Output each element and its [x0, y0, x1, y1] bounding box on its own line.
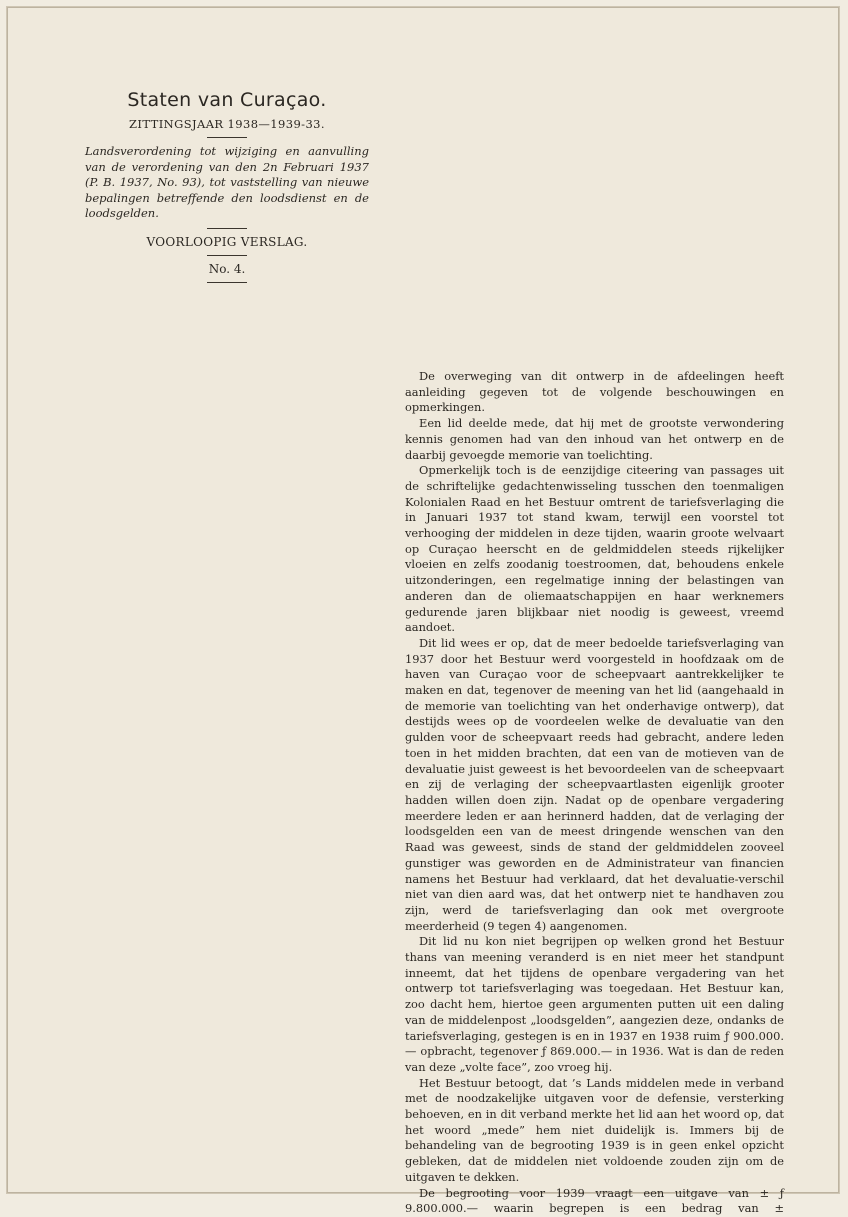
- paragraph: Opmerkelijk toch is de eenzijdige citeering van passages uit de schriftelijke gedachtenwisseling tusschen den toenmaligen Kolonialen Raad en het Bestuur omtrent de tariefsverlaging die in Januari 1937 tot stand kwam, terwijl een voorstel tot verhooging der middelen in deze tijden, waarin groote welvaart op Curaçao heerscht en de geldmiddelen steeds rijkelijker vloeien en zelfs zoodanig toestroomen, dat, behoudens enkele uitzonderingen, een regelmatige inning der belastingen van anderen dan de oliemaatschappijen en haar werknemers gedurende jaren blijkbaar niet noodig is geweest, vreemd aandoet.: [405, 463, 784, 635]
- paragraph: Dit lid wees er op, dat de meer bedoelde tariefsverlaging van 1937 door het Bestuur werd voorgesteld in hoofdzaak om de haven van Curaçao voor de scheepvaart aantrekkelijker te maken en dat, tegenover de meening van het lid (aangehaald in de memorie van toelichting van het onderhavige ontwerp), dat destijds wees op de voordeelen welke de devaluatie van den gulden voor de scheepvaart reeds had gebracht, andere leden toen in het midden brachten, dat een van de motieven van de devaluatie juist geweest is het bevoordeelen van de scheepvaart en zij de verlaging der scheepvaartlasten eigenlijk grooter hadden willen doen zijn. Nadat op de openbare vergadering meerdere leden er aan herinnerd hadden, dat de verlaging der loodsgelden een van de meest dringende wenschen van den Raad was geweest, sinds de stand der geldmiddelen zooveel gunstiger was geworden en de Administrateur van financien namens het Bestuur had verklaard, dat het devaluatie-verschil niet van dien aard was, dat het ontwerp niet te handhaven zou zijn, werd de tariefsverlaging dan ook met overgroote meerderheid (9 tegen 4) aangenomen.: [405, 635, 784, 933]
- subject-text: Landsverordening tot wijziging en aanvulling van de verordening van den 2n Februari 1937 (P. B. 1937, No. 93), tot vaststelling van nieuwe bepalingen betreffende den loodsdienst en de loodsgelden.: [85, 144, 369, 220]
- paragraph: De overweging van dit ontwerp in de afdeelingen heeft aanleiding gegeven tot de volgende beschouwingen en opmerkingen.: [405, 369, 784, 415]
- report-label: VOORLOOPIG VERSLAG.: [146, 234, 308, 249]
- divider: [207, 282, 247, 283]
- paragraph: Het Bestuur betoogt, dat ’s Lands middelen mede in verband met de noodzakelijke uitgaven voor de defensie, versterking behoeven, en in dit verband merkte het lid aan het woord op, dat het woord „mede” hem niet duidelijk is. Immers bij de behandeling van de begrooting 1939 is in geen enkel opzicht gebleken, dat de middelen niet voldoende zouden zijn om de uitgaven te dekken.: [405, 1075, 784, 1184]
- document-header: [85, 89, 369, 289]
- paragraph: De begrooting voor 1939 vraagt een uitgave van ± ƒ 9.800.000.— waarin begrepen is een bedrag van ±: [405, 1185, 784, 1216]
- divider: [207, 228, 247, 229]
- body-text: [405, 369, 784, 1217]
- report-number: No. 4.: [208, 261, 246, 276]
- paragraph: Dit lid nu kon niet begrijpen op welken grond het Bestuur thans van meening veranderd is en niet meer het standpunt inneemt, dat het tijdens de openbare vergadering van het ontwerp tot tariefsverlaging was toegedaan. Het Bestuur kan, zoo dacht hem, hiertoe geen argumenten putten uit een daling van de middelenpost „loodsgelden”, aangezien deze, ondanks de tariefsverlaging, gestegen is en in 1937 en 1938 ruim ƒ 900.000.— opbracht, tegenover ƒ 869.000.— in 1936. Wat is dan de reden van deze „volte face”, zoo vroeg hij.: [405, 934, 784, 1074]
- session-line: ZITTINGSJAAR 1938—1939-33.: [129, 117, 325, 131]
- page-title: Staten van Curaçao.: [127, 89, 327, 111]
- divider: [207, 137, 247, 138]
- paragraph: Een lid deelde mede, dat hij met de grootste verwondering kennis genomen had van den inhoud van het ontwerp en de daarbij gevoegde memorie van toelichting.: [405, 416, 784, 462]
- divider: [207, 255, 247, 256]
- document-page: [6, 6, 840, 1216]
